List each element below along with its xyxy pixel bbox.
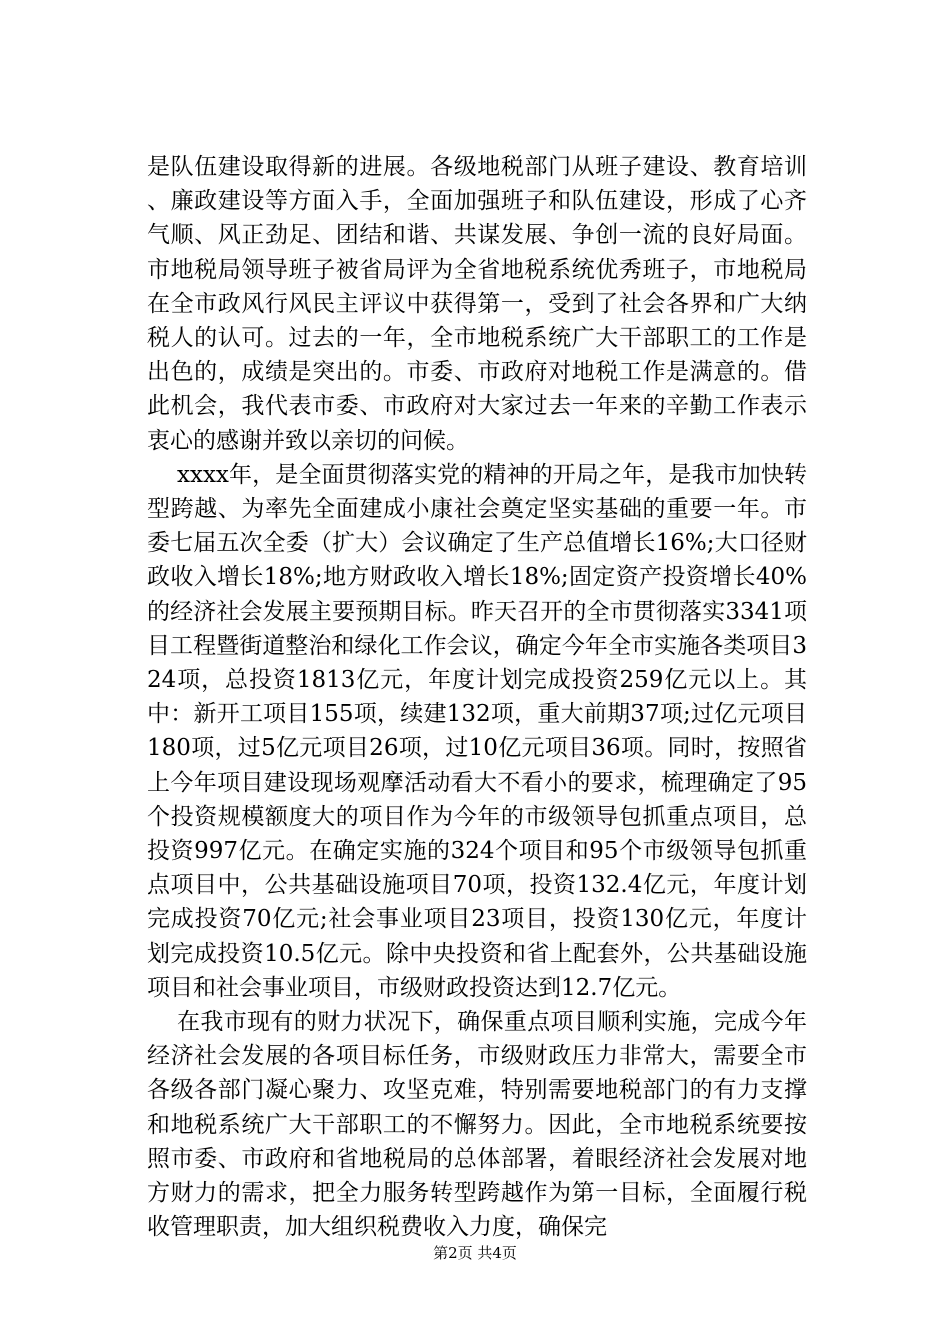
page-number-label: 第2页 共4页 xyxy=(433,1244,517,1262)
paragraph-2: xxxx年，是全面贯彻落实党的精神的开局之年，是我市加快转型跨越、为率先全面建成小康社会奠定坚实基础的重要一年。市委七届五次全委（扩大）会议确定了生产总值增长16%;大口径财政收入增长18%;地方财政收入增长18%;固定资产投资增长40%的经济社会发展主要预期目标。昨天召开的全市贯彻落实3341项目工程暨街道整治和绿化工作会议，确定今年全市实施各类项目324项，总投资1813亿元，年度计划完成投资259亿元以上。其中：新开工项目155项，续建132项，重大前期37项;过亿元项目180项，过5亿元项目26项，过10亿元项目36项。同时，按照省上今年项目建设现场观摩活动看大不看小的要求，梳理确定了95个投资规模额度大的项目作为今年的市级领导包抓重点项目，总投资997亿元。在确定实施的324个项目和95个市级领导包抓重点项目中，公共基础设施项目70项，投资132.4亿元，年度计划完成投资70亿元;社会事业项目23项目，投资130亿元，年度计划完成投资10.5亿元。除中央投资和省上配套外，公共基础设施项目和社会事业项目，市级财政投资达到12.7亿元。 xyxy=(147,461,807,1001)
paragraph-1: 是队伍建设取得新的进展。各级地税部门从班子建设、教育培训、廉政建设等方面入手，全面加强班子和队伍建设，形成了心齐气顺、风正劲足、团结和谐、共谋发展、争创一流的良好局面。市地税局领导班子被省局评为全省地税系统优秀班子，市地税局在全市政风行风民主评议中获得第一，受到了社会各界和广大纳税人的认可。过去的一年，全市地税系统广大干部职工的工作是出色的，成绩是突出的。市委、市政府对地税工作是满意的。借此机会，我代表市委、市政府对大家过去一年来的辛勤工作表示衷心的感谢并致以亲切的问候。 xyxy=(147,154,807,454)
page-footer xyxy=(0,1243,950,1263)
body-text xyxy=(147,150,807,1245)
paragraph-3: 在我市现有的财力状况下，确保重点项目顺利实施，完成今年经济社会发展的各项目标任务，市级财政压力非常大，需要全市各级各部门凝心聚力、攻坚克难，特别需要地税部门的有力支撑和地税系统广大干部职工的不懈努力。因此，全市地税系统要按照市委、市政府和省地税局的总体部署，着眼经济社会发展对地方财力的需求，把全力服务转型跨越作为第一目标，全面履行税收管理职责，加大组织税费收入力度，确保完 xyxy=(147,1009,807,1241)
